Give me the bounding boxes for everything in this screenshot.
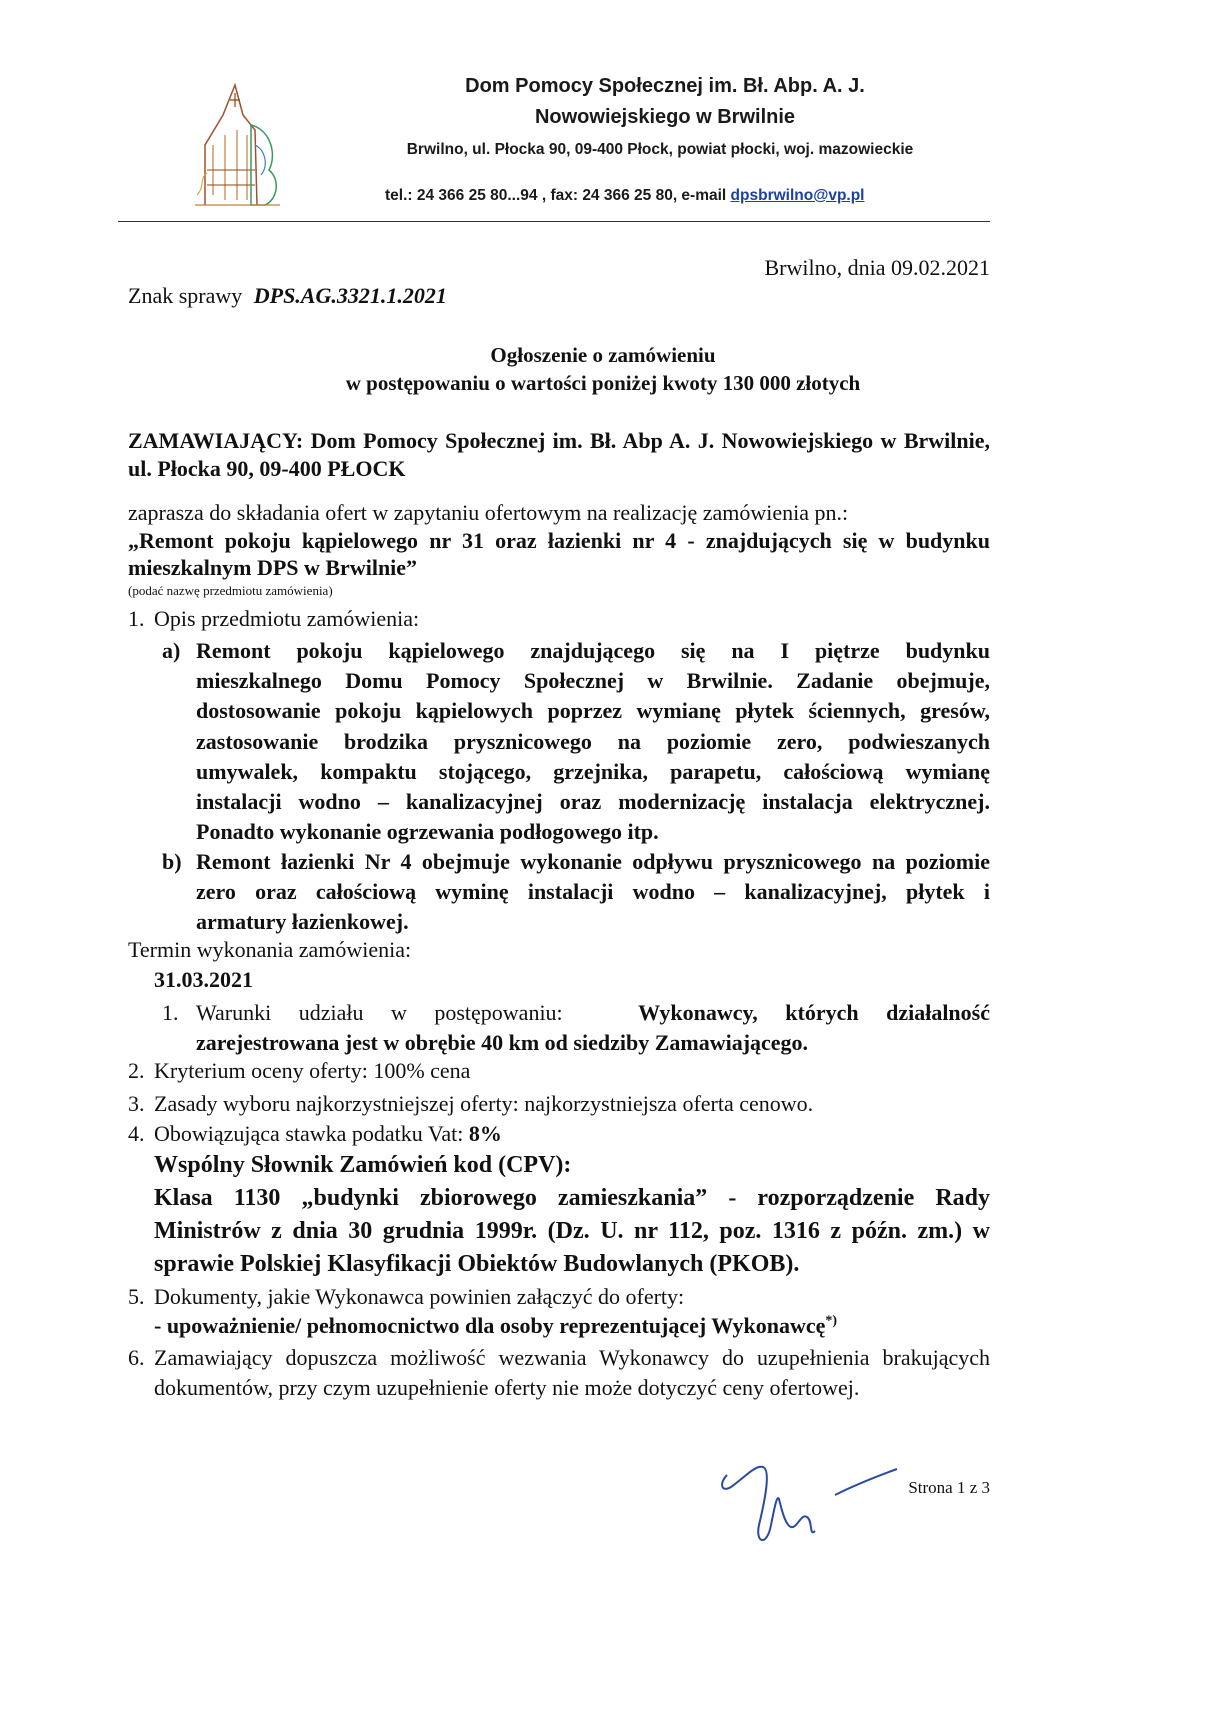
org-name-line1: Dom Pomocy Społecznej im. Bł. Abp. A. J.	[465, 75, 865, 97]
conditions-label: Warunki udziału w postępowaniu:	[196, 1000, 563, 1025]
item-a-line: Ponadto wykonanie ogrzewania podłogowego itp.	[196, 819, 659, 844]
item-b-marker: b)	[162, 849, 182, 874]
item-a-line: mieszkalnego Domu Pomocy Społecznej w Brwilnie. Zadanie obejmuje,	[196, 668, 990, 693]
subject-line1: „Remont pokoju kąpielowego nr 31 oraz łazienki nr 4 - znajdujących się w budynku	[128, 528, 990, 553]
point6-line1: Zamawiający dopuszcza możliwość wezwania Wykonawcy do uzupełnienia brakujących	[154, 1345, 990, 1370]
case-label: Znak sprawy	[128, 283, 243, 308]
subject-line2: mieszkalnym DPS w Brwilnie”	[128, 555, 418, 580]
item-a-line: instalacji wodno – kanalizacyjnej oraz modernizację instalacja elektrycznej.	[196, 789, 990, 814]
place-date: Brwilno, dnia 09.02.2021	[764, 255, 990, 280]
client-line2: ul. Płocka 90, 09-400 PŁOCK	[128, 456, 406, 481]
item-b-line: armatury łazienkowej.	[196, 909, 409, 934]
point6-line2: dokumentów, przy czym uzupełnienie oferty nie może dotyczyć ceny ofertowej.	[154, 1375, 860, 1400]
conditions-row	[196, 1000, 990, 1026]
case-number: DPS.AG.3321.1.2021	[253, 283, 447, 308]
point2-number: 2.	[128, 1058, 145, 1083]
client-line1: ZAMAWIAJĄCY: Dom Pomocy Społecznej im. Bł. Abp A. J. Nowowiejskiego w Brwilnie,	[128, 428, 990, 453]
documents-item-note: *)	[825, 1313, 838, 1329]
point4-text: Obowiązująca stawka podatku Vat:	[154, 1121, 469, 1146]
cpv-line1: Klasa 1130 „budynki zbiorowego zamieszkania” - rozporządzenie Rady	[154, 1185, 990, 1211]
item-a-line: zastosowanie brodzika prysznicowego na poziomie zero, podwieszanych	[196, 729, 990, 754]
item-a-line: dostosowanie pokoju kąpielowych poprzez wymianę płytek ściennych, gresów,	[196, 698, 990, 723]
signature-icon	[715, 1455, 905, 1565]
church-logo-icon	[185, 75, 295, 235]
header-divider	[118, 221, 990, 222]
documents-item-text: - upoważnienie/ pełnomocnictwo dla osoby reprezentującej Wykonawcę	[154, 1313, 826, 1338]
page-number: Strona 1 z 3	[908, 1478, 990, 1497]
conditions-bold-line1: Wykonawcy, których działalność	[638, 1000, 990, 1025]
item-b-line: Remont łazienki Nr 4 obejmuje wykonanie odpływu prysznicowego na poziomie	[196, 849, 990, 874]
point3-number: 3.	[128, 1091, 145, 1116]
signature	[715, 1455, 905, 1565]
email-link[interactable]: dpsbrwilno@vp.pl	[730, 187, 865, 204]
cpv-heading: Wspólny Słownik Zamówień kod (CPV):	[154, 1152, 572, 1178]
point6-number: 6.	[128, 1345, 145, 1370]
item-a-line: Remont pokoju kąpielowego znajdującego się na I piętrze budynku	[196, 638, 990, 663]
case-number-row	[128, 283, 447, 309]
vat-rate: 8%	[468, 1121, 502, 1146]
point5-text: Dokumenty, jakie Wykonawca powinien załączyć do oferty:	[154, 1284, 685, 1309]
cpv-line2: Ministrów z dnia 30 grudnia 1999r. (Dz. U. nr 112, poz. 1316 z późn. zm.) w	[154, 1218, 990, 1244]
notice-subtitle: w postępowaniu o wartości poniżej kwoty 130 000 złotych	[345, 371, 861, 395]
section1-heading: Opis przedmiotu zamówienia:	[154, 606, 420, 631]
conditions-bold-line2: zarejestrowana jest w obrębie 40 km od siedziby Zamawiającego.	[196, 1030, 809, 1055]
deadline-date: 31.03.2021	[154, 967, 253, 992]
documents-item	[154, 1313, 837, 1339]
point5-number: 5.	[128, 1284, 145, 1309]
org-name-line2: Nowowiejskiego w Brwilnie	[534, 106, 796, 128]
org-address: Brwilno, ul. Płocka 90, 09-400 Płock, powiat płocki, woj. mazowieckie	[406, 141, 914, 158]
invitation-intro: zaprasza do składania ofert w zapytaniu ofertowym na realizację zamówienia pn.:	[128, 500, 849, 525]
item-b-line: zero oraz całościową wyminę instalacji wodno – kanalizacyjnej, płytek i	[196, 879, 990, 904]
notice-title: Ogłoszenie o zamówieniu	[490, 343, 716, 367]
section1-number: 1.	[128, 606, 145, 631]
contact-text: tel.: 24 366 25 80...94 , fax: 24 366 25 80, e-mail	[385, 187, 731, 204]
cpv-line3: sprawie Polskiej Klasyfikacji Obiektów Budowlanych (PKOB).	[154, 1251, 800, 1277]
org-contact	[385, 187, 865, 205]
point2-text: Kryterium oceny oferty: 100% cena	[154, 1058, 471, 1083]
conditions-number: 1.	[162, 1000, 179, 1025]
item-a-line: umywalek, kompaktu stojącego, grzejnika, parapetu, całościową wymianę	[196, 759, 990, 784]
deadline-heading: Termin wykonania zamówienia:	[128, 937, 412, 962]
point4-number: 4.	[128, 1121, 145, 1146]
point4-row	[154, 1121, 502, 1147]
point3-text: Zasady wyboru najkorzystniejszej oferty: najkorzystniejsza oferta cenowo.	[154, 1091, 814, 1116]
logo	[185, 75, 295, 235]
item-a-marker: a)	[162, 638, 181, 663]
subject-note: (podać nazwę przedmiotu zamówienia)	[128, 583, 333, 598]
